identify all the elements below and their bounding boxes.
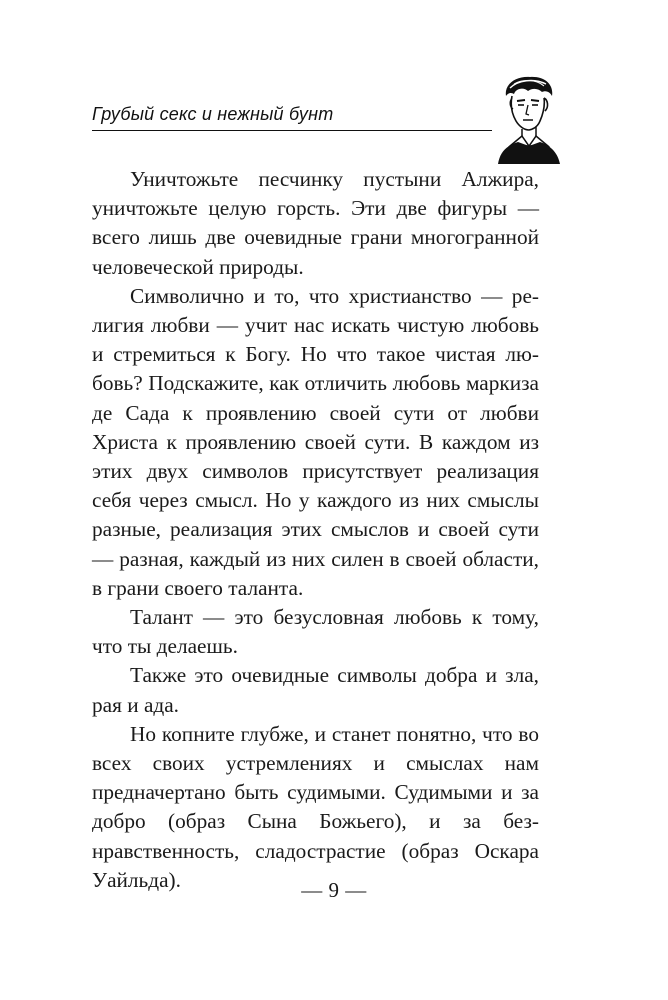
running-header-title: Грубый секс и нежный бунт xyxy=(92,104,334,124)
paragraph: Символично и то, что христианство — религия любви — учит нас искать чистую любовь и стремиться к Богу. Но что такое чистая любовь? Подскажите, как отличить любовь маркиза де Сада к проявлению своей сути от любви Христа к проявлению своей сути. В каждом из этих двух символов присутствует реализация себя через смысл. Но у каждого из них смыслы разные, реализация этих смыслов и своей сути — разная, каждый из них силен в своей области, в грани своего таланта. xyxy=(92,283,539,600)
page-number: — 9 — xyxy=(301,878,367,902)
paragraph: Уничтожьте песчинку пустыни Алжира, уничтожьте целую горсть. Эти две фигуры — всего лишь две очевидные грани многогранной человеческой природы. xyxy=(92,167,539,279)
man-portrait-icon xyxy=(488,74,568,166)
body-text xyxy=(92,165,539,895)
paragraph: Но копните глубже, и станет понятно, что во всех своих устремлениях и смыслах нам предначертано быть судимыми. Судимыми и за добро (образ Сына Божьего), и за безнравственность, сладострастие (образ Оскара Уайльда). xyxy=(92,721,539,892)
header-rule xyxy=(92,130,492,131)
paragraph: Талант — это безусловная любовь к тому, что ты делаешь. xyxy=(92,605,539,659)
paragraph: Также это очевидные символы добра и зла, рая и ада. xyxy=(92,663,539,717)
